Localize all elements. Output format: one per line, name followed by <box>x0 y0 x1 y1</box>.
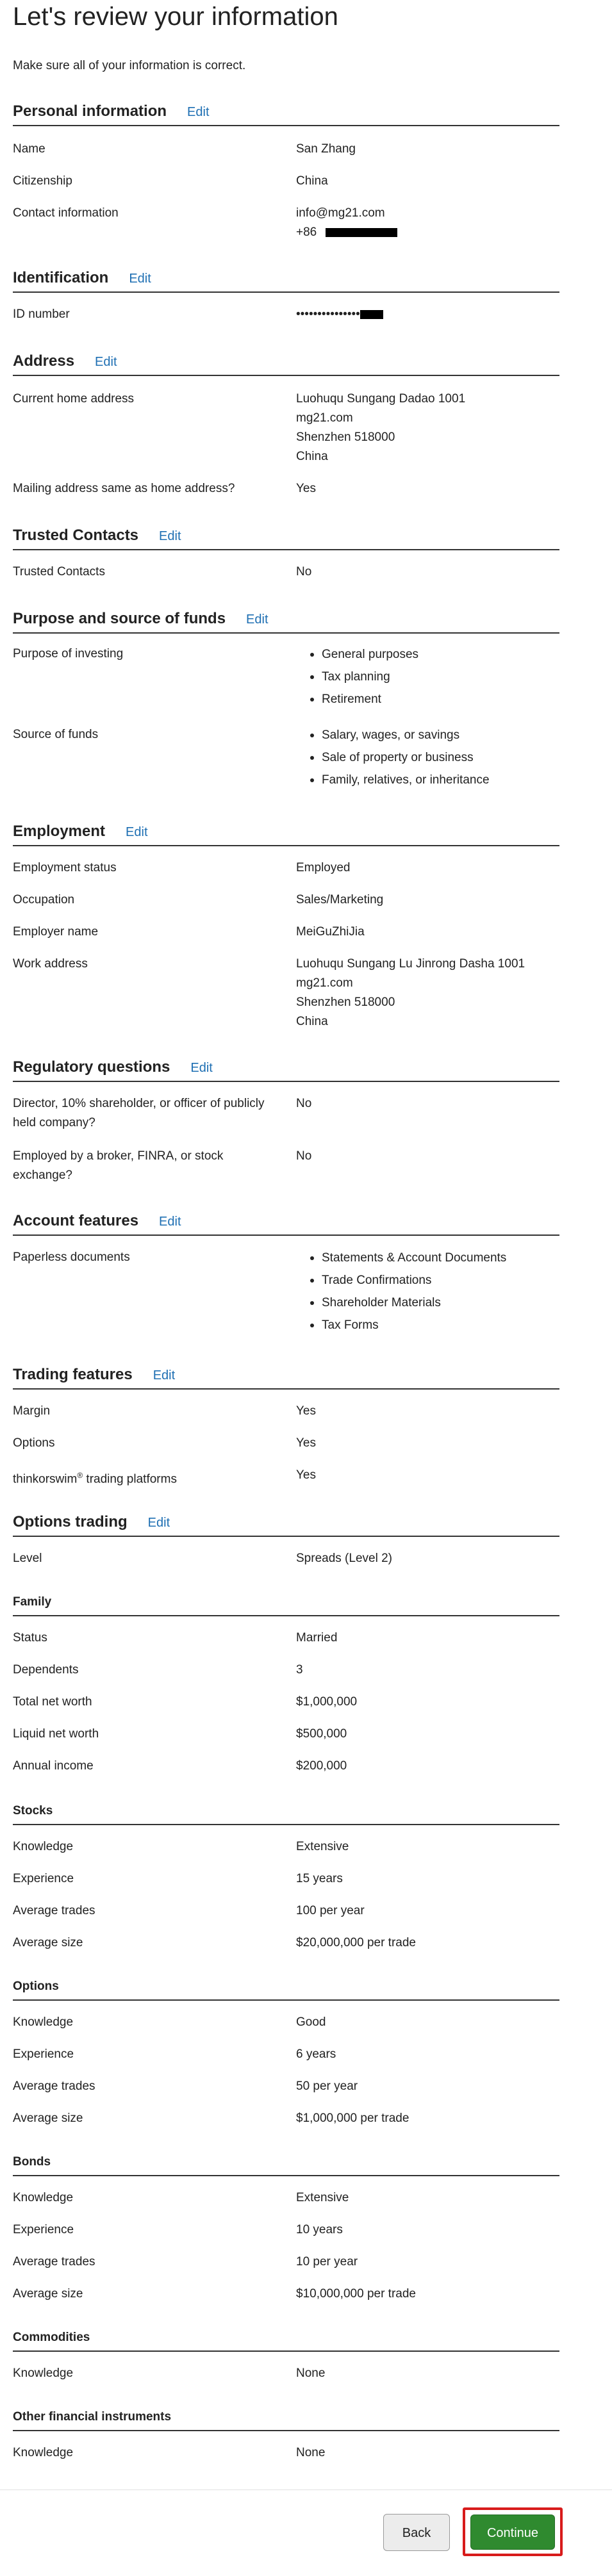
list-item: Retirement <box>322 688 418 710</box>
thinkorswim-rest: trading platforms <box>83 1472 177 1486</box>
family-status-value: Married <box>296 1631 338 1645</box>
other-knowledge-value: None <box>296 2446 326 2459</box>
options-trades-label: Average trades <box>13 2080 95 2093</box>
subsection-options: Options <box>13 1980 59 1993</box>
back-button[interactable]: Back <box>383 2514 450 2551</box>
section-heading: Identification <box>13 269 109 286</box>
section-divider <box>13 1235 559 1236</box>
options-feature-value: Yes <box>296 1436 316 1450</box>
director-question-value: No <box>296 1097 312 1110</box>
bonds-knowledge-value: Extensive <box>296 2191 349 2204</box>
occupation-label: Occupation <box>13 893 75 907</box>
list-item: Shareholder Materials <box>322 1292 506 1314</box>
id-number-masked: ••••••••••••••• <box>296 308 360 321</box>
redacted-id <box>360 310 383 319</box>
section-divider <box>13 1999 559 2001</box>
section-divider <box>13 375 559 376</box>
options-knowledge-value: Good <box>296 2015 326 2029</box>
section-heading: Purpose and source of funds <box>13 610 226 627</box>
work-address-value <box>296 955 525 1031</box>
mailing-same-label: Mailing address same as home address? <box>13 482 235 495</box>
paperless-list <box>296 1247 506 1336</box>
source-funds-label: Source of funds <box>13 728 99 741</box>
director-question-label: Director, 10% shareholder, or officer of publicly held company? <box>13 1097 265 1129</box>
home-address-label: Current home address <box>13 392 135 406</box>
section-personal-information <box>13 103 210 120</box>
address-line: China <box>296 1015 328 1028</box>
paperless-value <box>296 1247 506 1336</box>
options-experience-value: 6 years <box>296 2047 336 2061</box>
broker-question-value: No <box>296 1149 312 1163</box>
id-number-label: ID number <box>13 308 70 321</box>
margin-value: Yes <box>296 1404 316 1418</box>
section-divider <box>13 2350 559 2352</box>
id-number-value <box>296 305 383 324</box>
section-heading: Employment <box>13 823 106 840</box>
stocks-knowledge-value: Extensive <box>296 1840 349 1853</box>
section-heading: Trusted Contacts <box>13 527 139 544</box>
section-identification <box>13 269 151 287</box>
stocks-experience-label: Experience <box>13 1872 74 1885</box>
list-item: Statements & Account Documents <box>322 1247 506 1269</box>
list-item: Sale of property or business <box>322 746 490 769</box>
occupation-value: Sales/Marketing <box>296 893 384 907</box>
section-divider <box>13 632 559 634</box>
work-address-label: Work address <box>13 957 88 971</box>
edit-options-trading-link[interactable]: Edit <box>147 1516 170 1530</box>
stocks-size-value: $20,000,000 per trade <box>296 1936 416 1949</box>
commodities-knowledge-label: Knowledge <box>13 2367 74 2380</box>
purpose-investing-value <box>296 643 418 710</box>
list-item: Tax planning <box>322 666 418 688</box>
section-address <box>13 352 117 370</box>
address-line: Luohuqu Sungang Dadao 1001 <box>296 392 466 406</box>
liquid-net-worth-label: Liquid net worth <box>13 1727 99 1741</box>
contact-phone <box>296 223 397 242</box>
level-label: Level <box>13 1552 42 1565</box>
annual-income-value: $200,000 <box>296 1759 347 1773</box>
commodities-knowledge-value: None <box>296 2367 326 2380</box>
mailing-same-value: Yes <box>296 482 316 495</box>
net-worth-value: $1,000,000 <box>296 1695 358 1709</box>
section-heading: Options trading <box>13 1513 128 1530</box>
bonds-experience-value: 10 years <box>296 2223 343 2236</box>
source-funds-value <box>296 724 490 791</box>
section-divider <box>13 125 559 126</box>
employer-label: Employer name <box>13 925 99 939</box>
section-options-trading <box>13 1513 170 1531</box>
stocks-trades-label: Average trades <box>13 1904 95 1917</box>
section-trusted-contacts <box>13 527 181 545</box>
redacted-phone <box>326 228 397 237</box>
edit-regulatory-link[interactable]: Edit <box>190 1061 213 1075</box>
trusted-contacts-value: No <box>296 565 312 578</box>
contact-value <box>296 204 397 242</box>
edit-address-link[interactable]: Edit <box>95 355 117 369</box>
options-size-label: Average size <box>13 2112 83 2125</box>
stocks-experience-value: 15 years <box>296 1872 343 1885</box>
edit-personal-link[interactable]: Edit <box>187 105 210 119</box>
section-divider <box>13 291 559 293</box>
section-divider <box>13 2430 559 2431</box>
section-heading: Regulatory questions <box>13 1058 170 1076</box>
bonds-trades-value: 10 per year <box>296 2255 358 2268</box>
subsection-family: Family <box>13 1595 52 1609</box>
section-heading: Trading features <box>13 1366 133 1383</box>
source-list <box>296 724 490 791</box>
registered-mark: ® <box>77 1471 83 1480</box>
phone-prefix: +86 <box>296 226 317 239</box>
subsection-other-instruments: Other financial instruments <box>13 2410 172 2424</box>
bonds-experience-label: Experience <box>13 2223 74 2236</box>
section-heading: Account features <box>13 1212 139 1229</box>
edit-account-features-link[interactable]: Edit <box>159 1215 181 1229</box>
address-line: Shenzhen 518000 <box>296 431 395 444</box>
section-heading: Address <box>13 352 75 370</box>
subsection-bonds: Bonds <box>13 2155 51 2169</box>
list-item: Family, relatives, or inheritance <box>322 769 490 791</box>
family-status-label: Status <box>13 1631 47 1645</box>
edit-trading-features-link[interactable]: Edit <box>153 1368 176 1382</box>
thinkorswim-value: Yes <box>296 1468 316 1482</box>
list-item: Tax Forms <box>322 1314 506 1336</box>
annual-income-label: Annual income <box>13 1759 94 1773</box>
section-regulatory <box>13 1058 213 1076</box>
address-line: Luohuqu Sungang Lu Jinrong Dasha 1001 <box>296 957 525 971</box>
name-label: Name <box>13 142 45 156</box>
section-divider <box>13 2175 559 2176</box>
edit-employment-link[interactable]: Edit <box>126 825 148 839</box>
bonds-size-label: Average size <box>13 2287 83 2301</box>
contact-email: info@mg21.com <box>296 206 385 220</box>
thinkorswim-name: thinkorswim <box>13 1472 78 1486</box>
address-line: mg21.com <box>296 976 353 990</box>
stocks-trades-value: 100 per year <box>296 1904 365 1917</box>
bonds-knowledge-label: Knowledge <box>13 2191 74 2204</box>
address-line: mg21.com <box>296 411 353 425</box>
section-account-features <box>13 1212 181 1230</box>
options-knowledge-label: Knowledge <box>13 2015 74 2029</box>
purpose-investing-label: Purpose of investing <box>13 647 124 660</box>
list-item: Salary, wages, or savings <box>322 724 490 746</box>
bonds-trades-label: Average trades <box>13 2255 95 2268</box>
page-title: Let's review your information <box>13 3 338 31</box>
citizenship-value: China <box>296 174 328 188</box>
home-address-value <box>296 390 465 466</box>
edit-trusted-contacts-link[interactable]: Edit <box>159 529 181 543</box>
stocks-size-label: Average size <box>13 1936 83 1949</box>
other-knowledge-label: Knowledge <box>13 2446 74 2459</box>
contact-label: Contact information <box>13 206 119 220</box>
edit-purpose-link[interactable]: Edit <box>246 612 269 627</box>
employment-status-label: Employment status <box>13 861 117 874</box>
list-item: General purposes <box>322 643 418 666</box>
dependents-label: Dependents <box>13 1663 79 1677</box>
options-feature-label: Options <box>13 1436 55 1450</box>
options-size-value: $1,000,000 per trade <box>296 2112 409 2125</box>
bonds-size-value: $10,000,000 per trade <box>296 2287 416 2301</box>
section-employment <box>13 823 148 841</box>
list-item: Trade Confirmations <box>322 1269 506 1292</box>
section-divider <box>13 1536 559 1537</box>
address-line: China <box>296 450 328 463</box>
thinkorswim-label <box>13 1466 269 1489</box>
citizenship-label: Citizenship <box>13 174 72 188</box>
name-value: San Zhang <box>296 142 356 156</box>
paperless-label: Paperless documents <box>13 1251 130 1264</box>
continue-button[interactable]: Continue <box>470 2514 555 2550</box>
margin-label: Margin <box>13 1404 51 1418</box>
dependents-value: 3 <box>296 1663 303 1677</box>
section-divider <box>13 1388 559 1390</box>
purpose-list <box>296 643 418 710</box>
section-divider <box>13 549 559 550</box>
section-divider <box>13 845 559 846</box>
section-heading: Personal information <box>13 103 167 120</box>
subsection-commodities: Commodities <box>13 2331 90 2344</box>
employment-status-value: Employed <box>296 861 351 874</box>
liquid-net-worth-value: $500,000 <box>296 1727 347 1741</box>
section-purpose-funds <box>13 610 269 628</box>
broker-question-label: Employed by a broker, FINRA, or stock exchange? <box>13 1149 224 1182</box>
section-trading-features <box>13 1366 175 1384</box>
options-trades-value: 50 per year <box>296 2080 358 2093</box>
section-divider <box>13 1824 559 1825</box>
net-worth-label: Total net worth <box>13 1695 92 1709</box>
trusted-contacts-label: Trusted Contacts <box>13 565 105 578</box>
subsection-stocks: Stocks <box>13 1804 53 1817</box>
level-value: Spreads (Level 2) <box>296 1552 392 1565</box>
stocks-knowledge-label: Knowledge <box>13 1840 74 1853</box>
section-divider <box>13 1081 559 1082</box>
edit-identification-link[interactable]: Edit <box>129 272 151 286</box>
employer-value: MeiGuZhiJia <box>296 925 365 939</box>
address-line: Shenzhen 518000 <box>296 996 395 1009</box>
section-divider <box>13 1615 559 1616</box>
options-experience-label: Experience <box>13 2047 74 2061</box>
page-subtitle: Make sure all of your information is correct. <box>13 59 246 72</box>
